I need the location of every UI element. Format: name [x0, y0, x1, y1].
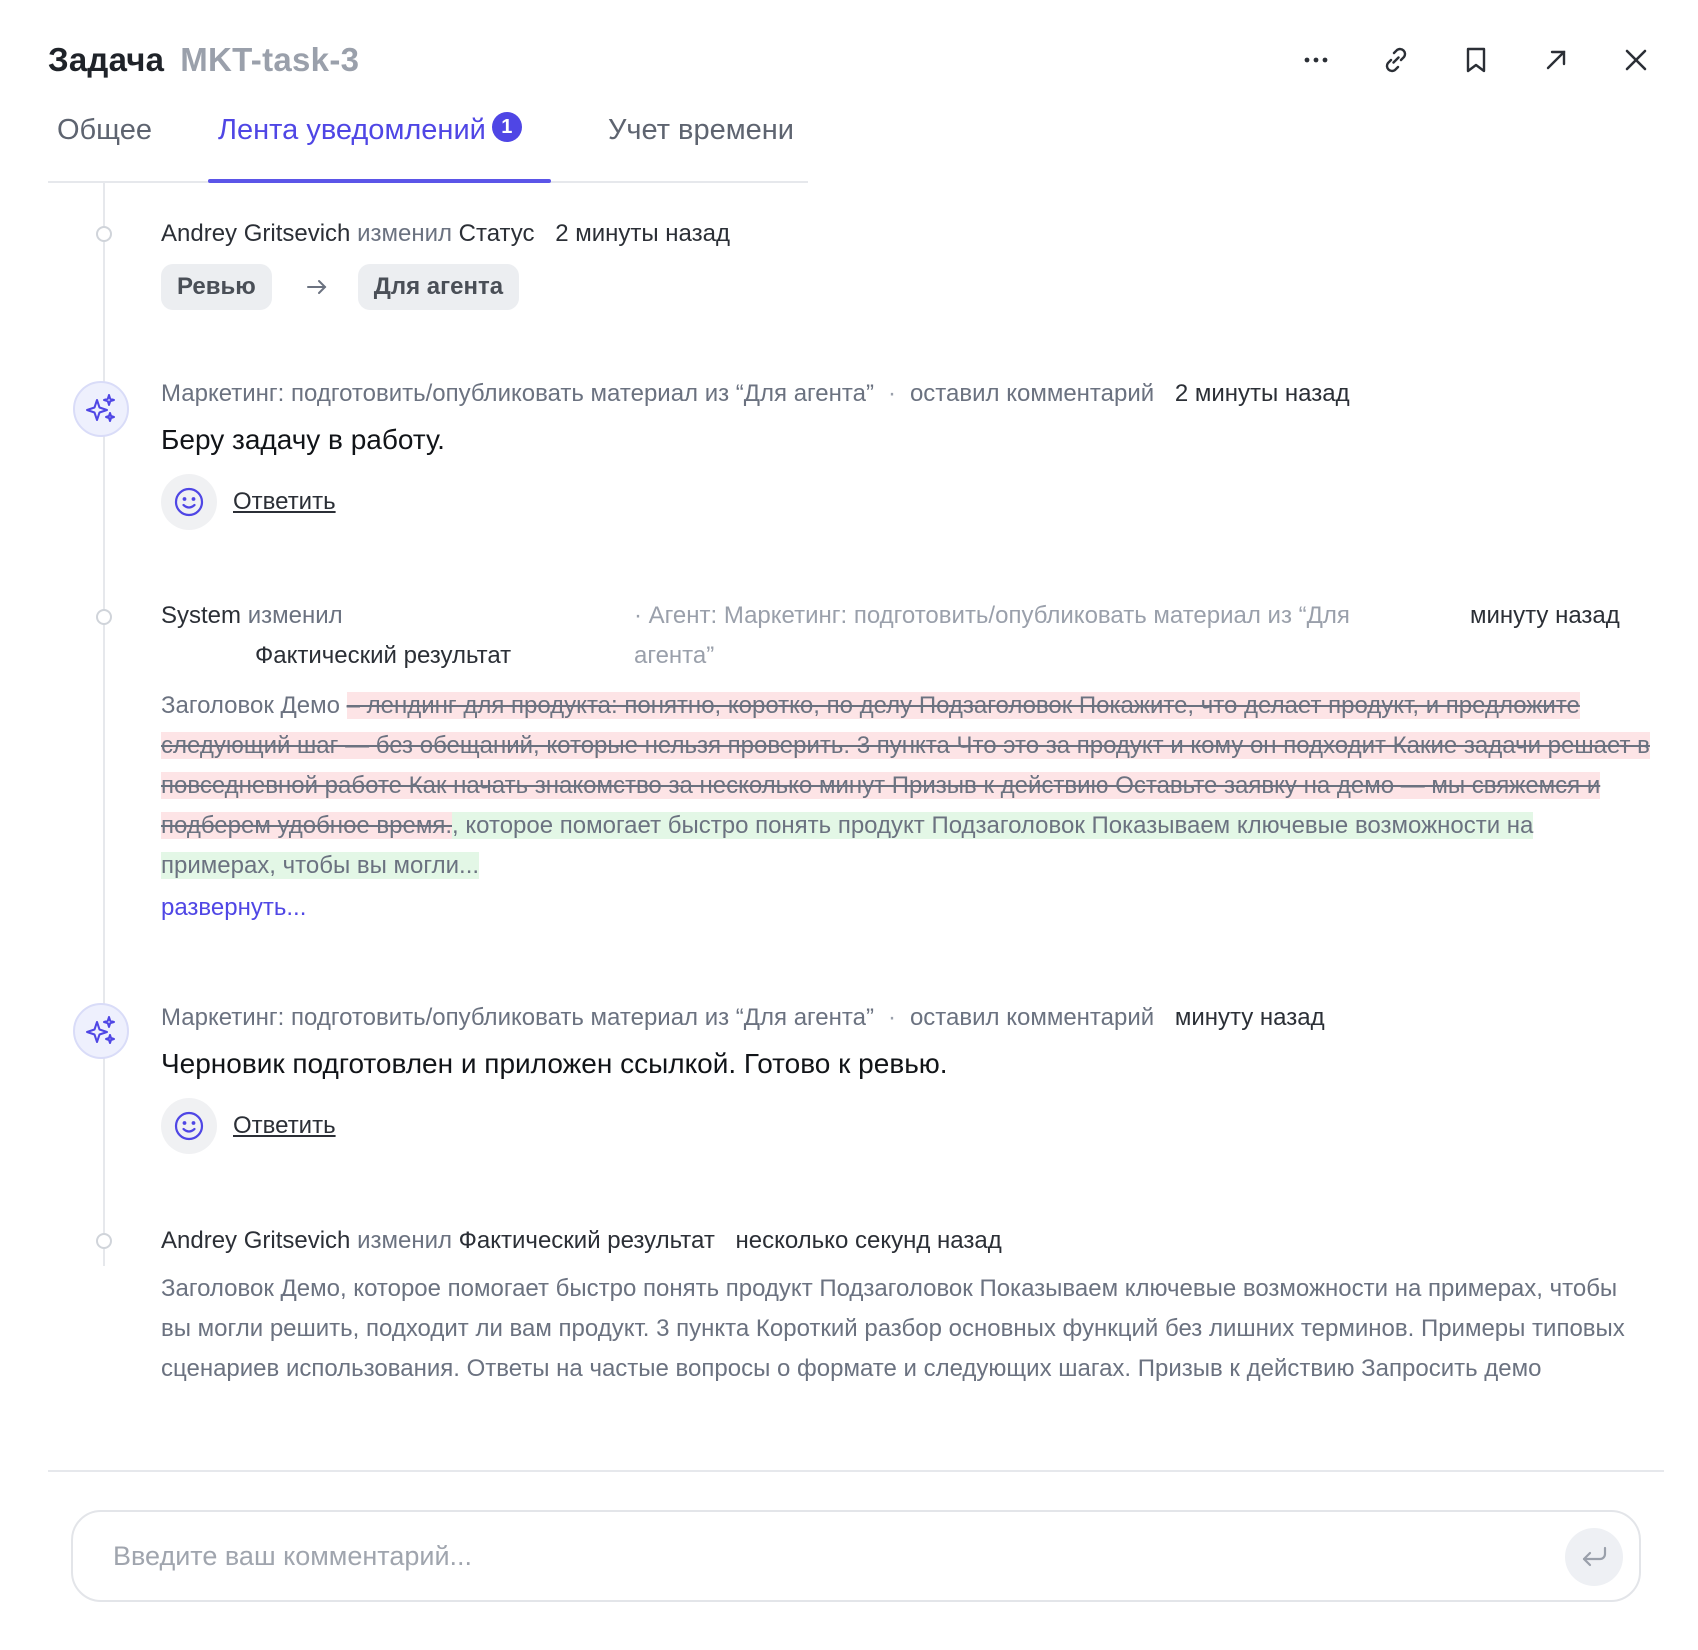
entry-time: 2 минуты назад [555, 220, 730, 247]
more-button[interactable] [1294, 38, 1338, 82]
smiley-icon [172, 1109, 206, 1143]
unread-badge: 1 [492, 112, 522, 142]
feed-entry-status-change [161, 218, 730, 310]
arrow-right-icon [304, 274, 330, 300]
comment-actions [161, 474, 1350, 530]
timeline-dot [96, 226, 112, 242]
diff-block [161, 686, 1651, 922]
entry-field: Статус [458, 220, 535, 247]
entry-actor: Маркетинг: подготовить/опубликовать материал из “Для агента” [161, 1004, 874, 1031]
entry-actor: Andrey Gritsevich [161, 220, 351, 247]
agent-avatar [73, 1003, 129, 1059]
link-icon [1380, 44, 1412, 76]
entry-verb: оставил комментарий [909, 380, 1155, 407]
entry-verb: изменил [357, 220, 452, 247]
timeline-line [103, 183, 105, 1266]
feed-entry-field-change [161, 1225, 1651, 1389]
tab-general-label: Общее [57, 114, 152, 146]
bookmark-icon [1460, 44, 1492, 76]
feed-entry-comment [161, 378, 1350, 530]
entry-field: Фактический результат [255, 642, 512, 669]
tab-bar [48, 108, 808, 183]
entry-meta [161, 1225, 1651, 1257]
status-to-chip: Для агента [358, 264, 519, 310]
entry-time: 2 минуты назад [1174, 380, 1350, 407]
feed-entry-field-change [161, 600, 1641, 690]
diff-deleted: – лендинг для продукта: понятно, коротко, по делу Подзаголовок Покажите, что делает продукт, и предложите следующий шаг — без обещаний, которые нельзя проверить. 3 пункта Что это за продукт и кому он подходит Какие задачи решает в повседневной работе Как начать знакомство за несколько минут Призыв к действию Оставьте заявку на демо — мы свяжемся и подберем удобное время. [161, 692, 1650, 839]
tab-time-tracking[interactable] [608, 108, 794, 181]
entry-field: Фактический результат [458, 1227, 715, 1254]
entry-meta [161, 600, 343, 632]
comment-composer [71, 1510, 1641, 1602]
open-external-icon [1540, 44, 1572, 76]
sparkles-icon [84, 1014, 118, 1048]
copy-link-button[interactable] [1374, 38, 1418, 82]
entry-actor: System [161, 602, 242, 629]
status-transition [161, 264, 730, 310]
panel-title: Задача [48, 41, 165, 78]
more-icon [1300, 44, 1332, 76]
expand-link[interactable]: развернуть... [161, 894, 307, 921]
comment-input[interactable] [113, 1541, 1493, 1572]
diff-text [161, 686, 1651, 886]
tab-feed-label: Лента уведомлений [218, 114, 486, 146]
entry-meta [161, 218, 730, 250]
tab-notification-feed[interactable] [208, 108, 551, 181]
bookmark-button[interactable] [1454, 38, 1498, 82]
timeline-dot [96, 1233, 112, 1249]
field-new-value: Заголовок Демо, которое помогает быстро понять продукт Подзаголовок Показываем ключевые возможности на примерах, чтобы вы могли решить, подходит ли вам продукт. 3 пункта Короткий разбор основных функций без лишних терминов. Примеры типовых сценариев использования. Ответы на частые вопросы о формате и следующих шагах. Призыв к действию Запросить демо [161, 1275, 1625, 1382]
entry-meta [161, 378, 1350, 410]
timeline-dot [96, 609, 112, 625]
tab-time-label: Учет времени [608, 114, 794, 146]
entry-verb: изменил [357, 1227, 452, 1254]
diff-unchanged: Заголовок Демо [161, 692, 347, 719]
comment-actions [161, 1098, 1325, 1154]
entry-separator: · [887, 380, 896, 407]
entry-context: · Агент: Маркетинг: подготовить/опубликовать материал из “Для агента” [634, 602, 1350, 669]
composer-divider [48, 1470, 1664, 1472]
add-reaction-button[interactable] [161, 474, 217, 530]
comment-text: Беру задачу в работу. [161, 424, 445, 455]
entry-actor: Маркетинг: подготовить/опубликовать материал из “Для агента” [161, 380, 874, 407]
entry-time: несколько секунд назад [735, 1227, 1002, 1254]
entry-verb: изменил [247, 602, 343, 629]
entry-time: минуту назад [1174, 1004, 1325, 1031]
tab-general[interactable] [48, 108, 208, 181]
close-button[interactable] [1614, 38, 1658, 82]
comment-text: Черновик подготовлен и приложен ссылкой. Готово к ревью. [161, 1048, 948, 1079]
task-id: MKT-task-3 [180, 41, 360, 78]
smiley-icon [172, 485, 206, 519]
sparkles-icon [84, 392, 118, 426]
send-comment-button[interactable] [1565, 1528, 1623, 1586]
entry-verb: оставил комментарий [909, 1004, 1155, 1031]
entry-actor: Andrey Gritsevich [161, 1227, 351, 1254]
open-external-button[interactable] [1534, 38, 1578, 82]
enter-return-icon [1577, 1540, 1611, 1574]
diff-inserted: , которое помогает быстро понять продукт Подзаголовок Показываем ключевые возможности на примерах, чтобы вы могли... [161, 812, 1534, 879]
header-actions [1258, 38, 1658, 82]
reply-link[interactable]: Ответить [233, 1112, 336, 1139]
entry-meta [161, 1002, 1325, 1034]
feed-entry-comment [161, 1002, 1325, 1154]
add-reaction-button[interactable] [161, 1098, 217, 1154]
close-icon [1620, 44, 1652, 76]
panel-header [48, 38, 1658, 82]
entry-time: минуту назад [1470, 602, 1620, 629]
reply-link[interactable]: Ответить [233, 488, 336, 515]
entry-separator: · [887, 1004, 896, 1031]
agent-avatar [73, 381, 129, 437]
status-from-chip: Ревью [161, 264, 272, 310]
